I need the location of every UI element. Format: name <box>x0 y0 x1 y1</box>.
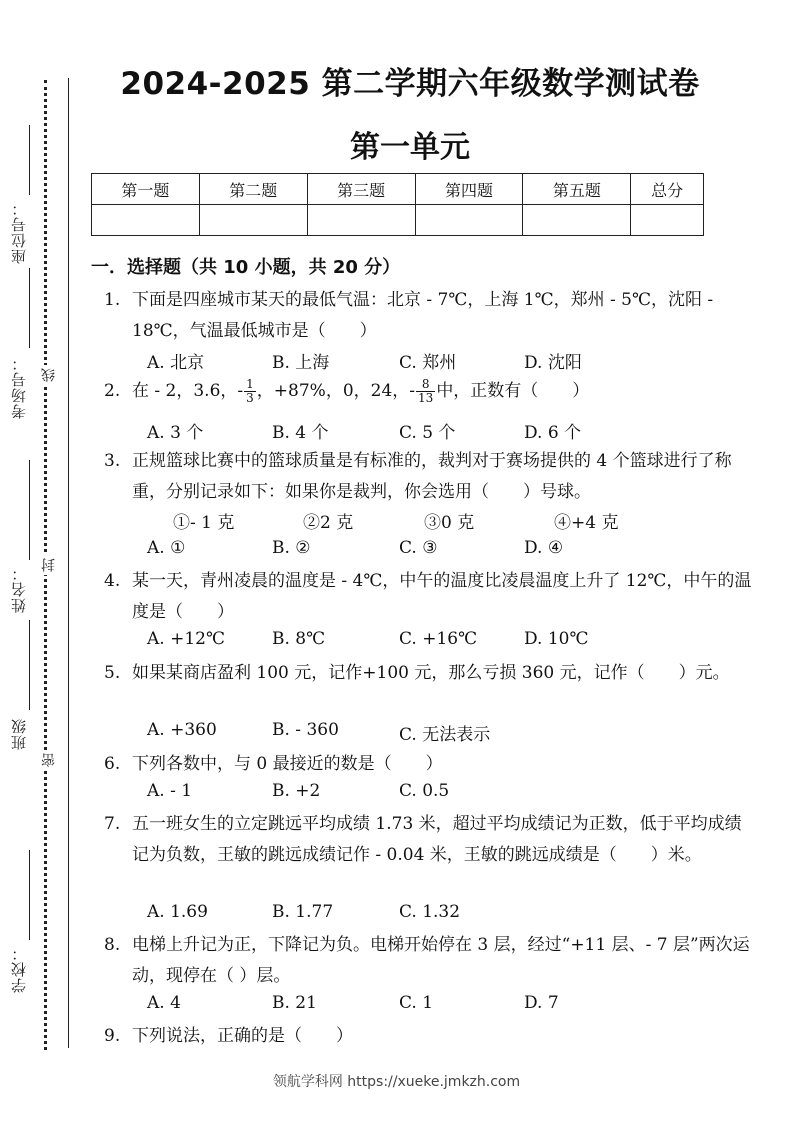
question-text: 中，正数有（ ） <box>436 381 590 401</box>
ball-item: ②2 克 <box>303 513 354 533</box>
room-fill-line <box>29 268 30 348</box>
question-number: 2. <box>104 381 121 401</box>
score-table-blank-row <box>92 205 704 236</box>
question-2 <box>104 376 754 407</box>
question-number: 4. <box>104 571 121 591</box>
question-text: 某一天，青州凌晨的温度是 - 4℃，中午的温度比凌晨温度上升了 12℃，中午的温度是（ ） <box>132 571 752 622</box>
option: D. 7 <box>524 993 559 1013</box>
question-number: 5. <box>104 663 121 683</box>
option: A. ① <box>147 538 186 558</box>
question-number: 1. <box>104 290 121 310</box>
option: B. 1.77 <box>272 902 334 922</box>
option: B. +2 <box>272 781 321 801</box>
score-cell[interactable] <box>307 205 415 236</box>
option: A. +12℃ <box>147 629 225 649</box>
option: D. 6 个 <box>524 423 582 443</box>
question-text: 电梯上升记为正，下降记为负。电梯开始停在 3 层，经过“+11 层、- 7 层”两次运动，现停在（ ）层。 <box>132 935 750 986</box>
question-text: 在 - 2，3.6，- <box>132 381 244 401</box>
score-cell[interactable] <box>415 205 523 236</box>
fraction: $\frac{1}{3}$ <box>246 377 254 405</box>
score-header-cell: 第五题 <box>523 174 631 205</box>
room-label: 考场号： <box>10 355 28 419</box>
option: C. 无法表示 <box>399 725 491 745</box>
question-text: 五一班女生的立定跳远平均成绩 1.73 米，超过平均成绩记为正数，低于平均成绩记为负数，王敏的跳远成绩记作 - 0.04 米，王敏的跳远成绩是（ ）米。 <box>132 814 742 865</box>
question-6 <box>104 749 754 780</box>
ball-item: ③0 克 <box>424 513 475 533</box>
fraction: $\frac{8}{13}$ <box>418 377 434 405</box>
question-number: 6. <box>104 754 121 774</box>
question-9 <box>104 1021 754 1052</box>
question-5 <box>104 658 754 689</box>
score-cell[interactable] <box>199 205 307 236</box>
option: A. 北京 <box>147 353 205 373</box>
score-table <box>91 173 704 236</box>
mark-line: 线 <box>39 365 59 385</box>
question-number: 7. <box>104 814 121 834</box>
option: C. 0.5 <box>399 781 450 801</box>
name-fill-line <box>29 460 30 560</box>
question-text: 正规篮球比赛中的篮球质量是有标准的，裁判对于赛场提供的 4 个篮球进行了称重，分别记录如下：如果你是裁判，你会选用（ ）号球。 <box>132 451 732 502</box>
section-heading: 一．选择题（共 10 小题，共 20 分） <box>91 257 401 278</box>
question-7 <box>104 809 754 870</box>
name-label: 姓名： <box>10 565 28 613</box>
option: D. ④ <box>524 538 564 558</box>
score-header-cell: 第二题 <box>199 174 307 205</box>
question-number: 3. <box>104 451 121 471</box>
question-text: ，+87%，0，24，- <box>256 381 416 401</box>
option: A. 4 <box>147 993 181 1013</box>
question-8 <box>104 930 754 991</box>
score-header-cell: 第三题 <box>307 174 415 205</box>
score-header-cell: 总分 <box>631 174 704 205</box>
option: A. 1.69 <box>147 902 208 922</box>
question-3 <box>104 446 754 507</box>
option: C. 郑州 <box>399 353 457 373</box>
option: C. 1.32 <box>399 902 461 922</box>
class-label: 班级 <box>10 718 28 750</box>
class-fill-line <box>29 620 30 710</box>
score-table-header-row <box>92 174 704 205</box>
page-subtitle: 第一单元 <box>350 130 470 165</box>
seat-fill-line <box>29 125 30 195</box>
option: B. - 360 <box>272 720 339 740</box>
score-header-cell: 第一题 <box>92 174 200 205</box>
option: B. 上海 <box>272 353 330 373</box>
option: B. ② <box>272 538 311 558</box>
question-text: 下面是四座城市某天的最低气温：北京 - 7℃，上海 1℃，郑州 - 5℃，沈阳 - 18℃，气温最低城市是（ ） <box>132 290 714 341</box>
school-label: 学校： <box>10 945 28 993</box>
option: D. 沈阳 <box>524 353 582 373</box>
footer-watermark: 领航学科网 https://xueke.jmkzh.com <box>272 1074 521 1090</box>
option: C. ③ <box>399 538 438 558</box>
question-text: 下列各数中，与 0 最接近的数是（ ） <box>132 754 443 774</box>
option: C. 1 <box>399 993 434 1013</box>
option: B. 4 个 <box>272 423 329 443</box>
ball-item: ①- 1 克 <box>173 513 235 533</box>
seat-label: 座位号： <box>10 200 28 264</box>
question-text: 下列说法，正确的是（ ） <box>132 1026 353 1046</box>
score-cell[interactable] <box>92 205 200 236</box>
option: C. 5 个 <box>399 423 456 443</box>
score-cell[interactable] <box>523 205 631 236</box>
option: C. +16℃ <box>399 629 478 649</box>
question-number: 8. <box>104 935 121 955</box>
question-4 <box>104 566 754 627</box>
option: B. 8℃ <box>272 629 326 649</box>
page-title: 2024-2025 第二学期六年级数学测试卷 <box>120 66 700 102</box>
question-1 <box>104 285 754 346</box>
option: A. 3 个 <box>147 423 204 443</box>
mark-secret: 密 <box>39 750 59 770</box>
mark-seal: 封 <box>39 555 59 575</box>
option: A. - 1 <box>147 781 193 801</box>
option: D. 10℃ <box>524 629 589 649</box>
question-number: 9. <box>104 1026 121 1046</box>
score-header-cell: 第四题 <box>415 174 523 205</box>
school-fill-line <box>29 850 30 940</box>
score-cell[interactable] <box>631 205 704 236</box>
option: A. +360 <box>147 720 217 740</box>
option: B. 21 <box>272 993 317 1013</box>
binding-solid-line <box>68 78 69 1048</box>
ball-item: ④+4 克 <box>554 513 619 533</box>
question-text: 如果某商店盈利 100 元，记作+100 元，那么亏损 360 元，记作（ ）元。 <box>132 663 730 683</box>
